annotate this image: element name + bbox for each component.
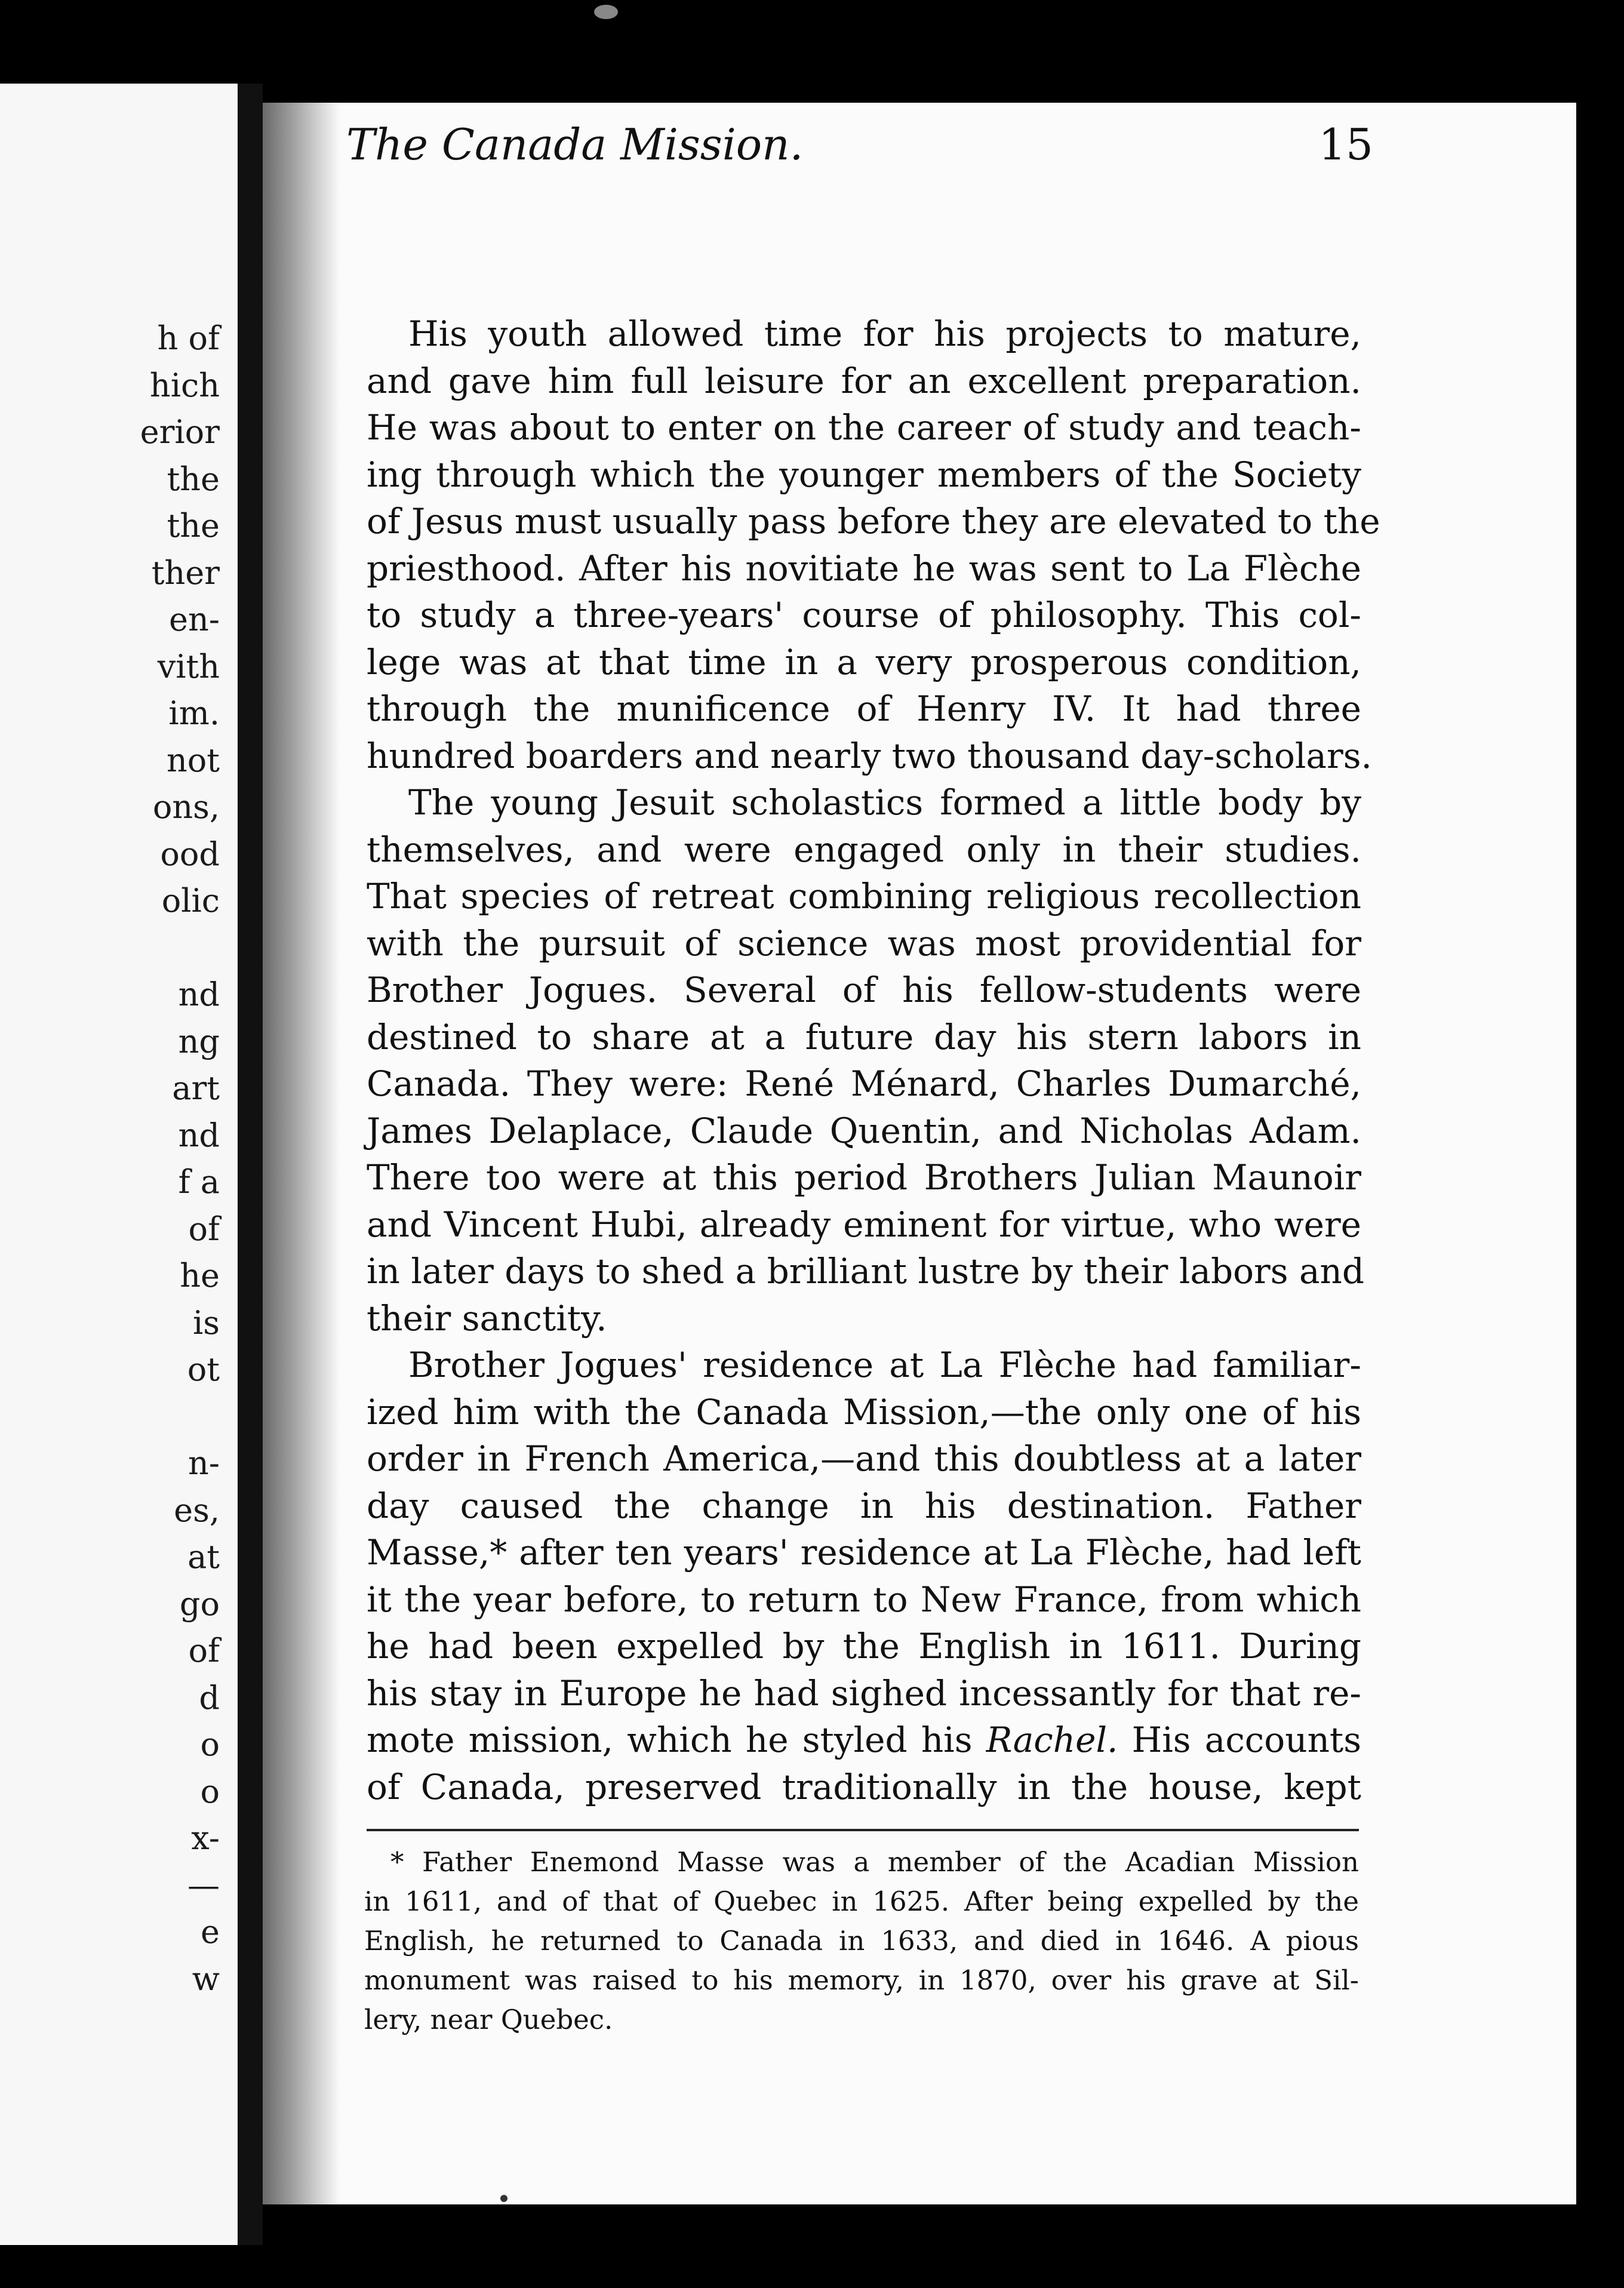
body-line: [367, 1717, 1361, 1764]
body-line: through the munificence of Henry IV. It had three: [367, 688, 1361, 729]
left-page-text-fragment: es,: [174, 1491, 220, 1529]
left-page-text-fragment: n-: [187, 1444, 220, 1482]
left-page-text-fragment: h of: [157, 319, 220, 357]
left-page-text-fragment: ther: [151, 553, 220, 592]
body-line: ized him with the Canada Mission,—the only one of his: [367, 1391, 1361, 1432]
footnote-line: monument was raised to his memory, in 1870, over his grave at Sil-: [364, 1964, 1359, 1996]
left-page-text-fragment: vith: [157, 647, 220, 685]
left-page-text-fragment: e: [201, 1913, 220, 1951]
left-page-text-fragment: d: [199, 1678, 220, 1717]
footnote-rule: [367, 1829, 1359, 1831]
footnote-line: lery, near Quebec.: [364, 2004, 613, 2035]
left-page-text-fragment: f a: [178, 1163, 220, 1201]
left-page-text-fragment: the: [167, 460, 220, 498]
left-page-text-fragment: of: [188, 1210, 220, 1248]
left-page-text-fragment: erior: [140, 413, 220, 451]
left-page-text-fragment: —: [187, 1866, 220, 1904]
body-line-start: mote mission, which he styled his: [367, 1720, 986, 1760]
page-spine-shadow: [263, 103, 340, 2204]
left-page-text-fragment: x-: [191, 1819, 220, 1857]
left-page-text-fragment: is: [193, 1303, 220, 1342]
footnote: [364, 1843, 1359, 2040]
footnote-line: * Father Enemond Masse was a member of the Acadian Mission: [390, 1846, 1359, 1878]
body-line: in later days to shed a brilliant lustre by their labors and: [367, 1251, 1365, 1291]
body-line: and gave him full leisure for an excellent preparation.: [367, 360, 1361, 401]
print-speck: [594, 5, 618, 19]
body-line: day caused the change in his destination. Father: [367, 1485, 1361, 1526]
left-page-text-fragment: nd: [178, 976, 220, 1013]
left-page-text-fragment: o: [200, 1726, 220, 1763]
body-line-end: His accounts: [1118, 1720, 1361, 1760]
page-number: 15: [1318, 119, 1373, 170]
body-line: of Canada, preserved traditionally in the house, kept: [367, 1766, 1361, 1807]
body-line: lege was at that time in a very prosperous condition,: [367, 641, 1361, 682]
body-line: His youth allowed time for his projects to mature,: [408, 313, 1361, 354]
body-text: [367, 310, 1380, 1810]
italic-word: Rachel.: [986, 1720, 1118, 1760]
body-line: their sanctity.: [367, 1297, 607, 1339]
left-page-text-fragment: ng: [178, 1022, 220, 1060]
left-page-text-fragment: o: [200, 1772, 220, 1810]
left-page-text-fragment: ons,: [152, 788, 220, 826]
body-line: Canada. They were: René Ménard, Charles Dumarché,: [367, 1063, 1361, 1104]
body-line: James Delaplace, Claude Quentin, and Nicholas Adam.: [367, 1110, 1361, 1151]
body-line: to study a three-years' course of philosophy. This col-: [367, 595, 1361, 635]
body-line: Brother Jogues. Several of his fellow-students were: [367, 970, 1361, 1010]
left-page-text-fragment: not: [167, 741, 220, 779]
left-page-text-fragment: he: [180, 1257, 220, 1294]
left-page-text-fragment: nd: [178, 1116, 220, 1154]
body-line: order in French America,—and this doubtless at a later: [367, 1438, 1361, 1479]
footnote-line: in 1611, and of that of Quebec in 1625. After being expelled by the: [364, 1886, 1359, 1917]
body-line: Brother Jogues' residence at La Flèche had familiar-: [408, 1345, 1361, 1385]
left-page-text-fragment: ot: [187, 1351, 220, 1388]
footnote-line: English, he returned to Canada in 1633, and died in 1646. A pious: [364, 1925, 1359, 1957]
left-page-text-fragment: hich: [149, 366, 220, 404]
body-line: with the pursuit of science was most providential for: [367, 922, 1361, 964]
left-page-text-fragment: en-: [169, 601, 220, 638]
body-line: he had been expelled by the English in 1611. During: [367, 1626, 1361, 1666]
body-line: There too were at this period Brothers Julian Maunoir: [367, 1157, 1361, 1198]
print-speck: [500, 2195, 508, 2202]
body-line: it the year before, to return to New France, from which: [367, 1579, 1361, 1620]
body-line: That species of retreat combining religious recollection: [367, 876, 1361, 917]
left-page-text-fragment: w: [192, 1960, 220, 1998]
left-page-text-fragment: at: [187, 1538, 220, 1576]
left-page-text-fragment: im.: [168, 694, 220, 732]
body-line: of Jesus must usually pass before they are elevated to the: [367, 501, 1380, 542]
book-gutter: [238, 84, 263, 2245]
body-line: ing through which the younger members of the Society: [367, 454, 1361, 495]
left-page-fragment: [0, 84, 238, 2245]
left-page-text-fragment: art: [172, 1069, 220, 1107]
running-title: The Canada Mission.: [346, 119, 804, 170]
body-line: themselves, and were engaged only in their studies.: [367, 829, 1361, 870]
left-page-text-fragment: the: [167, 507, 220, 545]
body-line: and Vincent Hubi, already eminent for virtue, who were: [367, 1204, 1361, 1245]
left-page-text-fragment: of: [188, 1632, 220, 1669]
left-page-text-fragment: go: [179, 1585, 220, 1623]
body-line: priesthood. After his novitiate he was sent to La Flèche: [367, 548, 1361, 589]
running-header: [346, 119, 1373, 185]
body-line: He was about to enter on the career of study and teach-: [367, 407, 1361, 448]
left-page-text-fragment: ood: [160, 835, 220, 873]
body-line: Masse,* after ten years' residence at La Flèche, had left: [367, 1532, 1361, 1573]
body-line: destined to share at a future day his stern labors in: [367, 1016, 1361, 1057]
body-line: his stay in Europe he had sighed incessantly for that re-: [367, 1672, 1361, 1714]
body-line: hundred boarders and nearly two thousand day-scholars.: [367, 735, 1372, 776]
left-page-text-fragment: olic: [161, 882, 220, 919]
body-line: The young Jesuit scholastics formed a little body by: [408, 782, 1361, 823]
